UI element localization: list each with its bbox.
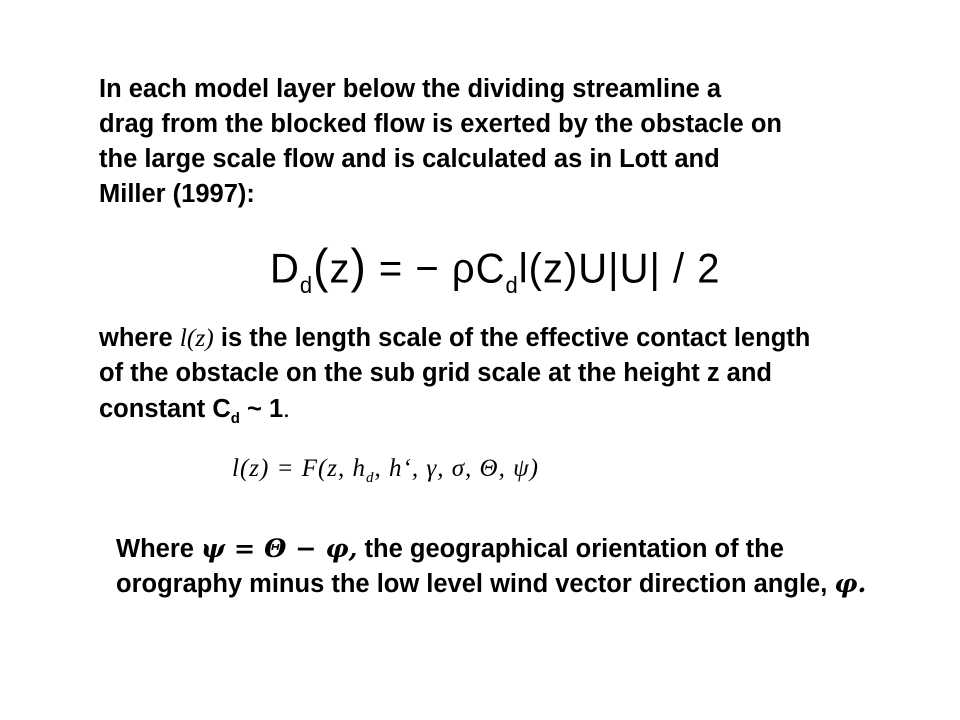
orient-line-2-pre: orography minus the low level wind vector direction angle, [116,570,835,598]
orientation-paragraph [116,532,866,602]
orient-line-1-post: the geographical orientation of the [357,535,784,563]
def-cd-sub: d [230,410,240,427]
orient-psi-formula: ψ = Θ − φ, [201,534,358,564]
orient-phi: φ. [834,569,867,599]
eq1-rest: l(z)U|U| / 2 [518,245,721,292]
eq2-post: , h‘, γ, σ, Θ, ψ) [374,455,539,482]
def-lz: l(z) [179,323,214,352]
def-line-1 [99,320,810,356]
def-line-3-post: ~ 1 [239,395,284,423]
orient-line-2 [116,567,866,602]
eq1-D: D [270,245,300,292]
length-scale-equation [232,455,539,487]
eq1-d-sub: d [299,271,314,299]
orient-line-1 [116,532,866,567]
def-line-3 [99,391,810,436]
intro-paragraph [99,72,782,212]
definition-paragraph [99,320,810,436]
def-line-1-pre: where [99,324,180,352]
drag-equation: $D_d(z)$ = − $\rho C_dl(z)U|U| / 2$ [270,238,721,299]
intro-line-1: In each model layer below the dividing streamline a [99,75,722,103]
eq1-z: z [329,245,351,292]
def-line-3-dot: . [283,394,290,423]
intro-line-2: drag from the blocked flow is exerted by the obstacle on [99,110,782,138]
def-line-2: of the obstacle on the sub grid scale at the height z and [99,359,772,387]
intro-line-4: Miller (1997): [99,180,255,208]
def-line-3-pre: constant C [99,395,231,423]
orient-line-1-pre: Where [116,535,202,563]
def-line-1-post: is the length scale of the effective contact length [213,324,811,352]
eq1-rhs: = − ρC [378,245,506,292]
eq2-pre: l(z) = F(z, h [232,455,367,482]
intro-line-3: the large scale flow and is calculated as in Lott and [99,145,720,173]
eq2-sub: d [366,470,375,486]
eq1-rhs-sub: d [505,271,519,299]
